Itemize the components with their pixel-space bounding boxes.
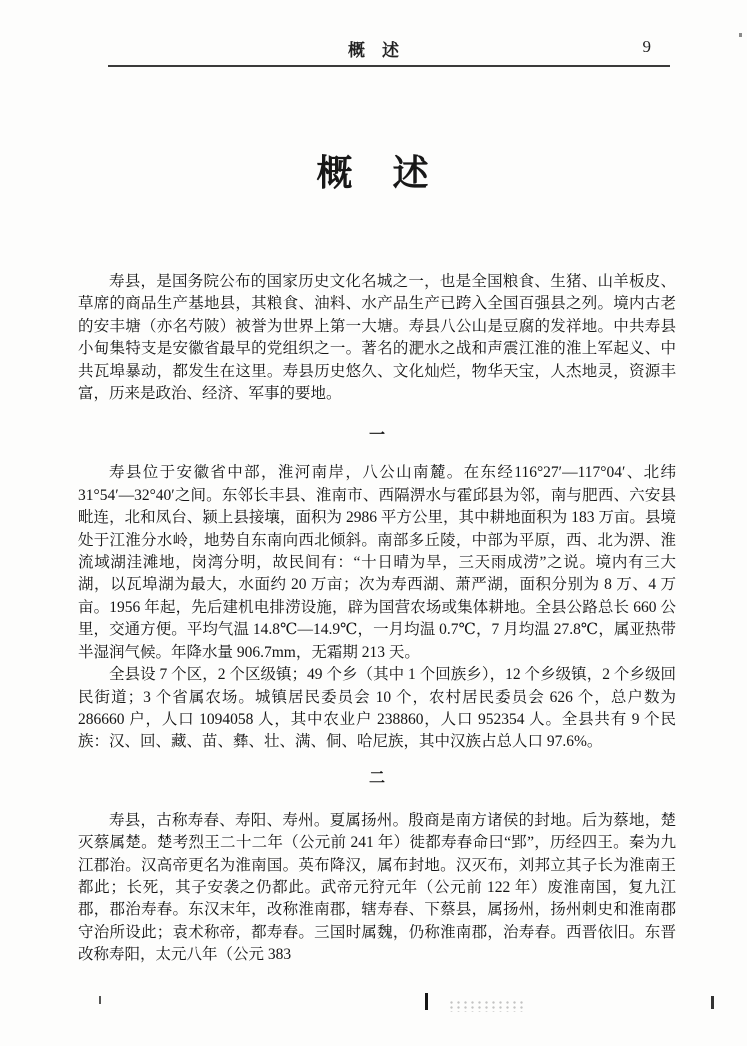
section-marker-one: 一 [368, 427, 385, 445]
scan-artifact-bottom-smudge [448, 1000, 526, 1012]
scan-artifact-top-right [739, 33, 742, 37]
paragraph-geography: 寿县位于安徽省中部，淮河南岸，八公山南麓。在东经116°27′—117°04′、北纬31°54′—32°40′之间。东邻长丰县、淮南市、西隔淠水与霍邱县为邻，南与肥西、六安县毗连，北和凤台、颍上县接壤，面积为 2986 平方公里，其中耕地面积为 183 万亩。县境处于江淮分水岭，地势自东南向西北倾斜。南部多丘陵，中部为平原，西、北为淠、淮流域湖洼滩地，岗湾分明，故民间有：“十日晴为旱，三天雨成涝”之说。境内有三大湖，以瓦埠湖为最大，水面约 20 万亩；次为寿西湖、萧严湖，面积分别为 8 万、4 万亩。1956 年起，先后建机电排涝设施，辟为国营农场或集体耕地。全县公路总长 660 公里，交通方便。平均气温 14.8℃—14.9℃，一月均温 0.7℃，7 月均温 27.8℃，属亚热带半湿润气候。年降水量 906.7mm，无霜期 213 天。 [78, 464, 676, 661]
paragraph-administration: 全县设 7 个区，2 个区级镇；49 个乡（其中 1 个回族乡），12 个乡级镇，2 个乡级回民街道；3 个省属农场。城镇居民委员会 10 个，农村居民委员会 626 个，总户数为 286660 户，人口 1094058 人，其中农业户 238860，人口 952354 人。全县共有 9 个民族：汉、回、藏、苗、彝、壮、满、侗、哈尼族，其中汉族占总人口 97.6%。 [78, 666, 676, 751]
scan-artifact-bottom-left [99, 996, 101, 1004]
page-number: 9 [642, 37, 651, 56]
paragraph-intro: 寿县，是国务院公布的国家历史文化名城之一，也是全国粮食、生猪、山羊板皮、草席的商品生产基地县，其粮食、油料、水产品生产已跨入全国百强县之列。境内古老的安丰塘（亦名芍陂）被誉为世界上第一大塘。寿县八公山是豆腐的发祥地。中共寿县小甸集特支是安徽省最早的党组织之一。著名的淝水之战和声震江淮的淮上军起义、中共瓦埠暴动，都发生在这里。寿县历史悠久、文化灿烂，物华天宝，人杰地灵，资源丰富，历来是政治、经济、军事的要地。 [78, 273, 676, 403]
header-rule [108, 65, 670, 67]
section-marker-two: 二 [368, 769, 385, 787]
running-header-title: 概 述 [348, 41, 399, 60]
chapter-title: 概 述 [316, 153, 431, 193]
body-text [78, 271, 676, 967]
scan-artifact-bottom-middle [425, 993, 428, 1010]
paragraph-history: 寿县，古称寿春、寿阳、寿州。夏属扬州。殷商是南方诸侯的封地。后为蔡地，楚灭蔡属楚。楚考烈王二十二年（公元前 241 年）徙都寿春命曰“郢”，历经四王。秦为九江郡治。汉高帝更名为淮南国。英布降汉，属布封地。汉灭布，刘邦立其子长为淮南王都此；长死，其子安袭之仍都此。武帝元狩元年（公元前 122 年）废淮南国，复九江郡，郡治寿春。东汉末年，改称淮南郡，辖寿春、下蔡县，属扬州，扬州刺史和淮南郡守治所设此；袁术称帝，都寿春。三国时属魏，仍称淮南郡，治寿春。西晋依旧。东晋改称寿阳，太元八年（公元 383 [78, 811, 676, 964]
running-header [0, 36, 747, 70]
scan-artifact-bottom-right [711, 996, 714, 1009]
